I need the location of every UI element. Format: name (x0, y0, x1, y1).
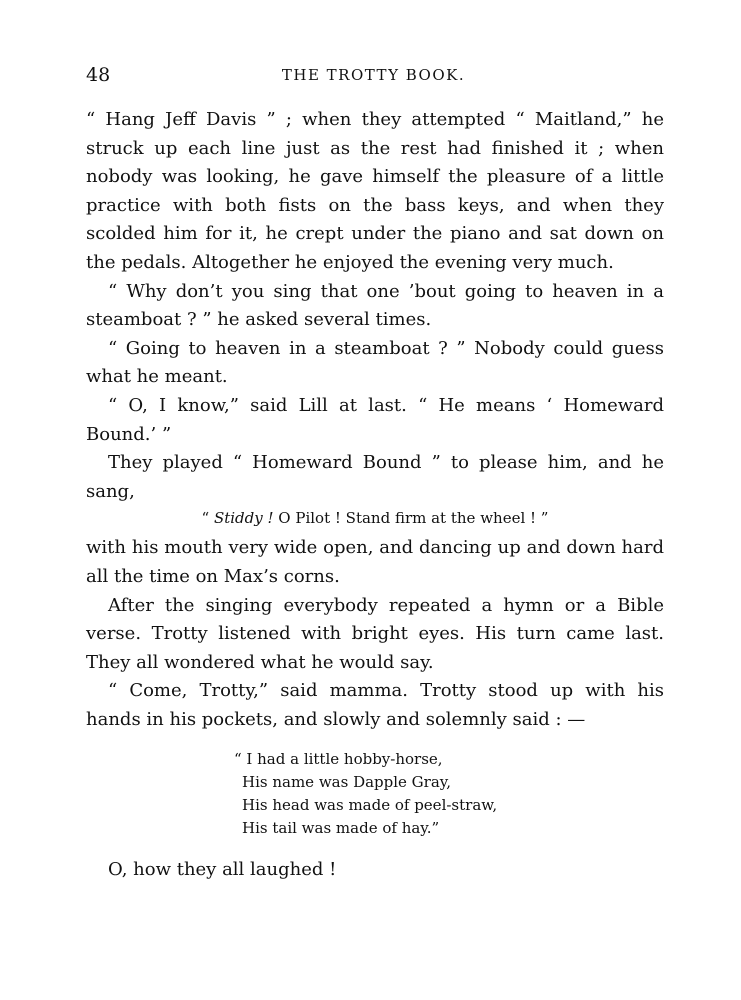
running-head: THE TROTTY BOOK. (281, 66, 466, 84)
paragraph: After the singing everybody repeated a hymn or a Bible verse. Trotty listened with bright eyes. His turn came last. They all wondered what he would say. (86, 594, 664, 673)
page-body (86, 106, 664, 885)
verse-line: His name was Dapple Gray, (242, 773, 452, 792)
song-quote (86, 506, 664, 530)
paragraph: “ O, I know,” said Lill at last. “ He means ‘ Homeward Bound.’ ” (86, 394, 664, 445)
paragraph: with his mouth very wide open, and dancing up and down hard all the time on Max’s corns. (86, 537, 664, 587)
paragraph: “ Hang Jeff Davis ” ; when they attempted “ Maitland,” he struck up each line just as the rest had finished it ; when nobody was looking, he gave himself the pleasure of a little practice with both fists on the bass keys, and when they scolded him for it, he crept under the piano and sat down on the pedals. Altogether he enjoyed the evening very much. (86, 109, 664, 273)
verse-block (234, 748, 664, 840)
verse-line: His head was made of peel-straw, (242, 796, 498, 815)
quote-italic: Stiddy ! (213, 509, 274, 528)
paragraph: They played “ Homeward Bound ” to please him, and he sang, (86, 452, 664, 502)
page-header (86, 64, 661, 88)
closing-line: O, how they all laughed ! (108, 859, 337, 881)
quote-rest: O Pilot ! Stand firm at the wheel ! ” (273, 509, 549, 528)
verse-line: “ I had a little hobby-horse, (234, 750, 443, 769)
verse-line: His tail was made of hay.” (242, 819, 440, 838)
paragraph: “ Why don’t you sing that one ’bout going to heaven in a steamboat ? ” he asked several times. (86, 280, 664, 331)
paragraph: “ Going to heaven in a steamboat ? ” Nobody could guess what he meant. (86, 337, 664, 388)
quote-open: “ (201, 509, 214, 528)
page-number: 48 (86, 64, 111, 86)
paragraph: “ Come, Trotty,” said mamma. Trotty stood up with his hands in his pockets, and slowly and solemnly said : — (86, 680, 664, 730)
